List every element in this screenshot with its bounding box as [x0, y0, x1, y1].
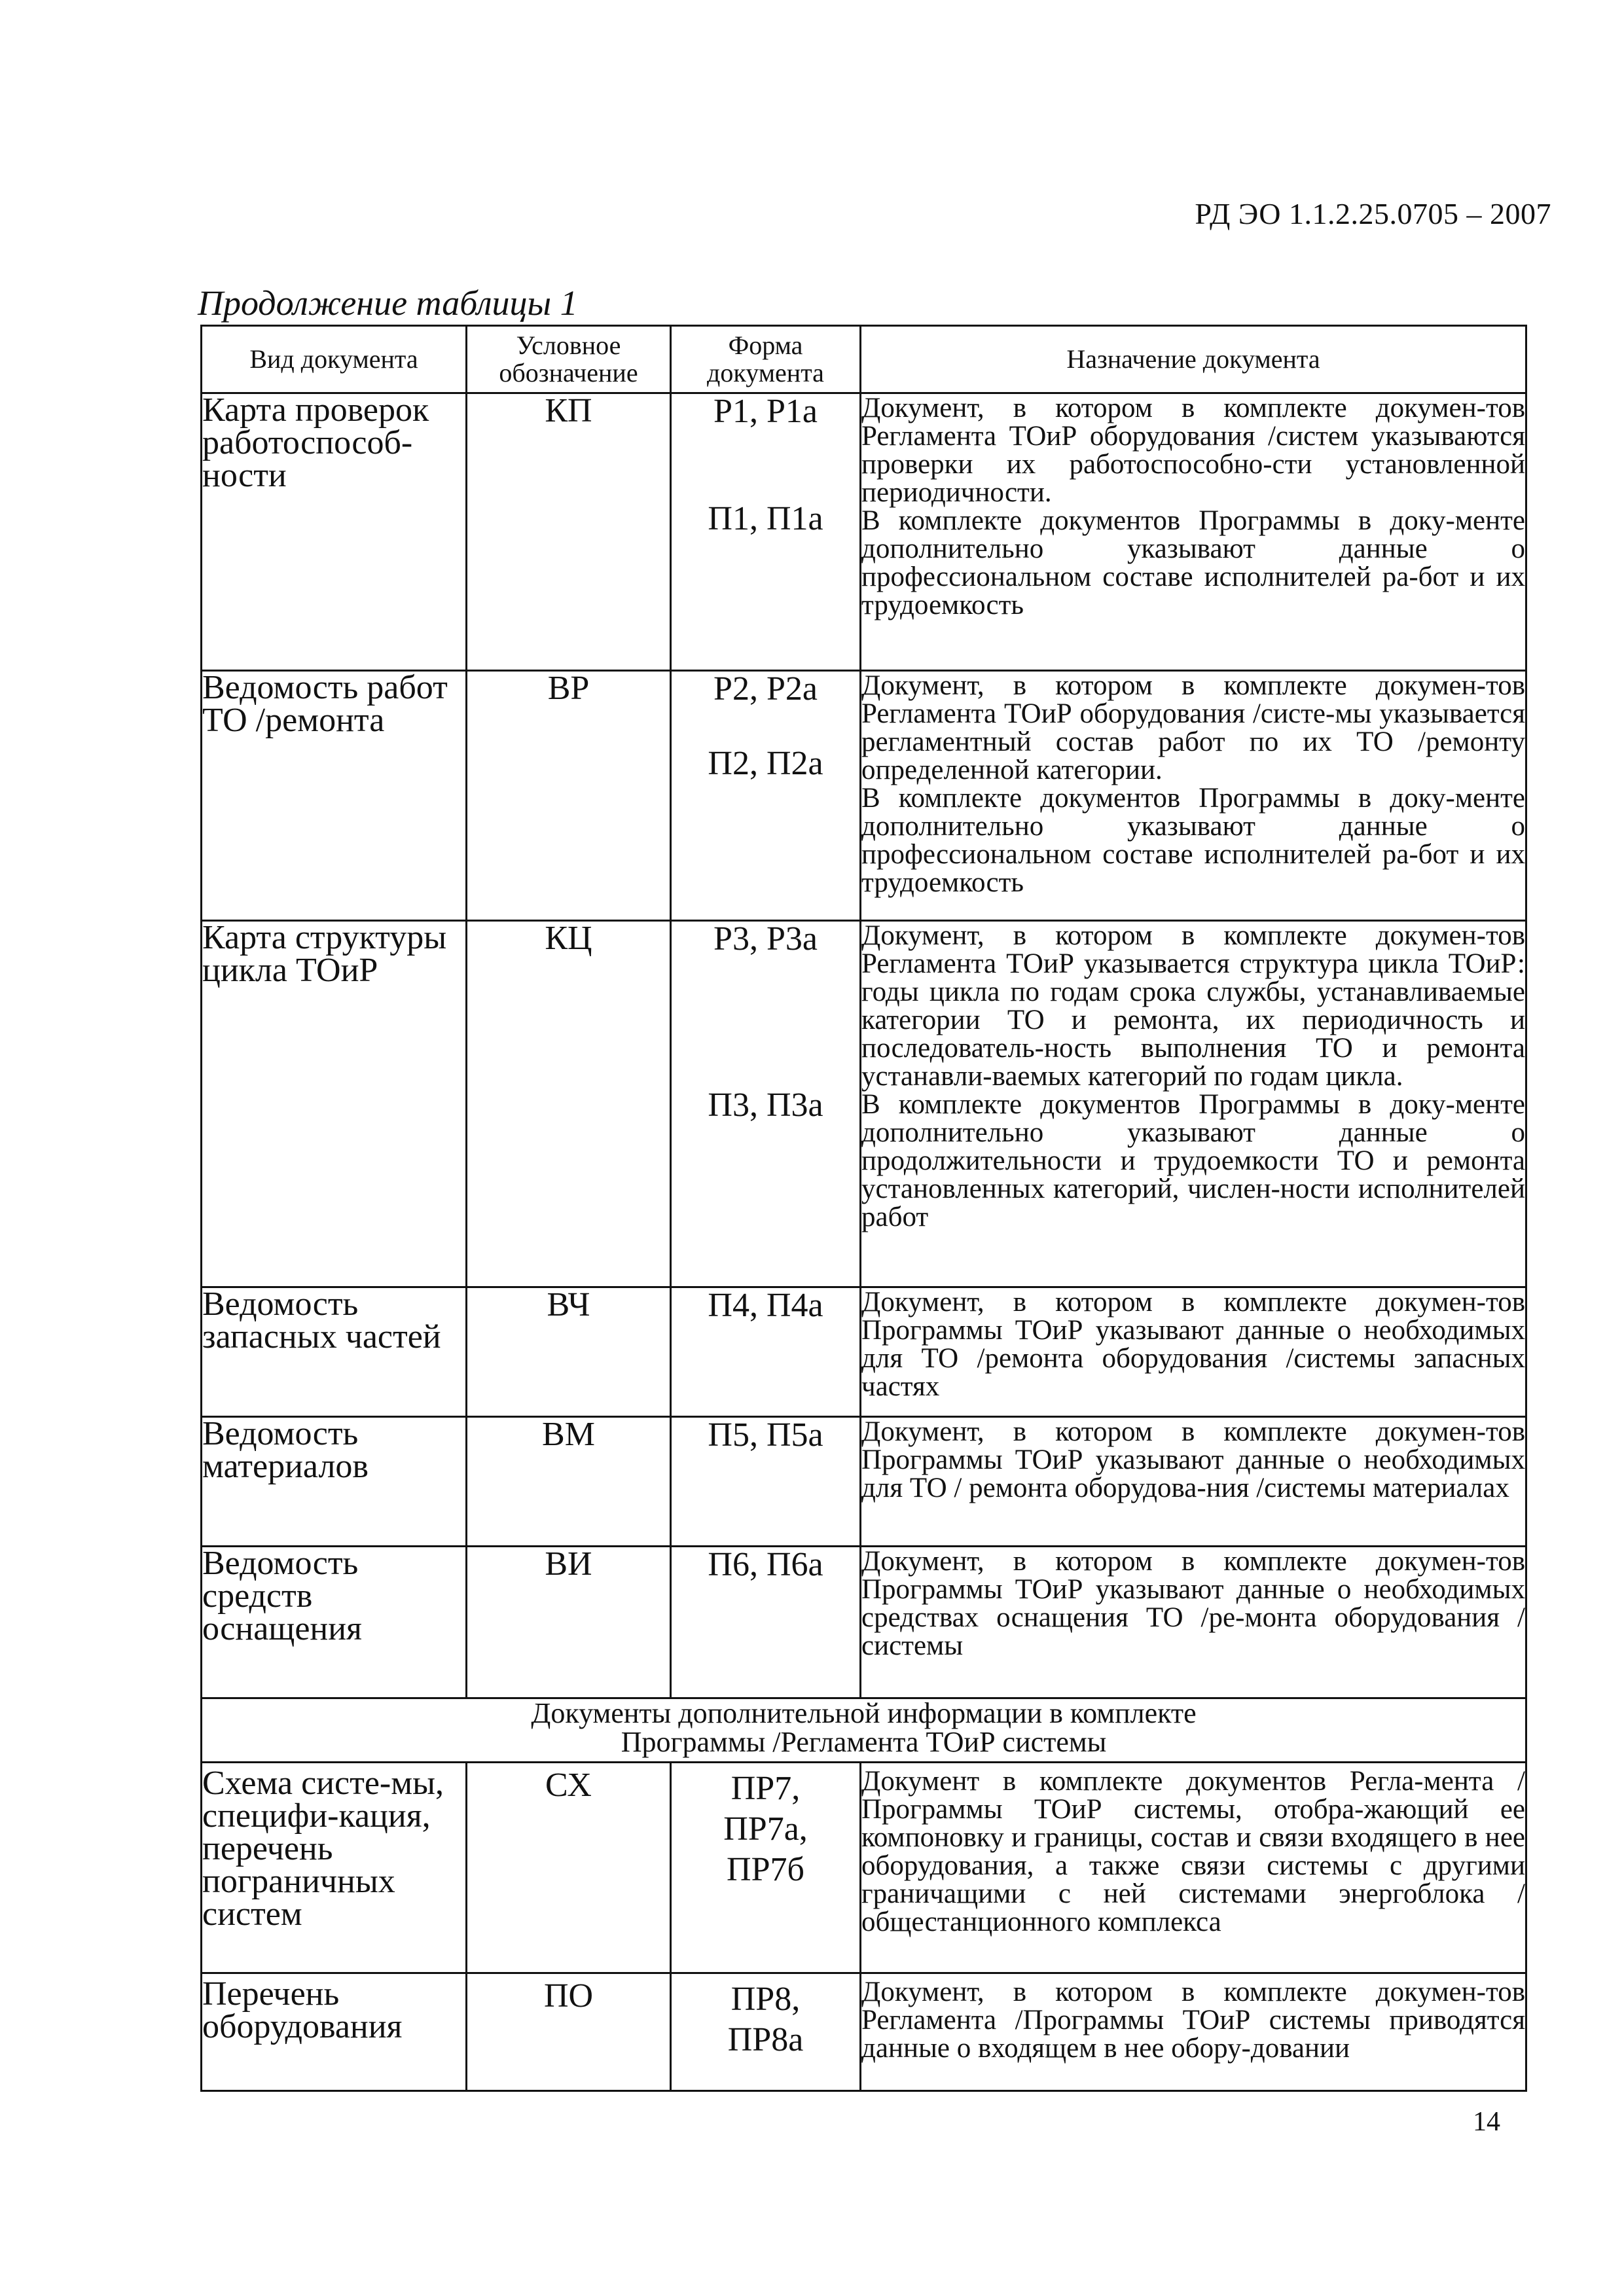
- document-code-cell: ВЧ: [467, 1287, 671, 1417]
- form-primary: Р2, Р2а: [713, 670, 818, 708]
- section-heading: [202, 1698, 1526, 1763]
- form-item: ПР7а,: [723, 1810, 808, 1848]
- form-primary: П5, П5а: [708, 1416, 823, 1454]
- document-purpose: Документ, в котором в комплекте докумен-тов Программы ТОиР указывают данные о необходимых для ТО /ремонта оборудования /системы запасных частях: [861, 1287, 1526, 1417]
- document-form: [671, 1763, 861, 1973]
- document-code-cell: ВР: [467, 671, 671, 921]
- form-primary: Р1, Р1а: [713, 393, 818, 430]
- form-primary: Р3, Р3а: [713, 920, 818, 958]
- column-header-kind: Вид документа: [202, 326, 467, 393]
- section-heading-text: Документы дополнительной информации в комплекте Программы /Регламента ТОиР системы: [531, 1697, 1197, 1758]
- table-row: [202, 1973, 1526, 2091]
- table-row: [202, 921, 1526, 1287]
- document-code-cell: ВМ: [467, 1417, 671, 1547]
- document-form: [671, 1417, 861, 1547]
- form-secondary: П3, П3а: [708, 1086, 823, 1124]
- document-purpose: Документ, в котором в комплекте докумен-тов Программы ТОиР указывают данные о необходимых средствах оснащения ТО /ре-монта оборудования /системы: [861, 1547, 1526, 1698]
- table-row: [202, 1287, 1526, 1417]
- document-purpose: Документ, в котором в комплекте докумен-тов Регламента ТОиР оборудования /систем указываются проверки их работоспособно-сти установленной периодичности. В комплекте документов Программы в доку-менте дополнительно указывают данные о профессиональном составе исполнителей ра-бот и их трудоемкость: [861, 393, 1526, 671]
- document-form: [671, 921, 861, 1287]
- page-number: 14: [1473, 2107, 1500, 2137]
- column-header-purpose: Назначение документа: [861, 326, 1526, 393]
- column-header-form: Форма документа: [671, 326, 861, 393]
- table-caption: Продолжение таблицы 1: [198, 283, 578, 323]
- document-purpose: Документ, в котором в комплекте докумен-тов Регламента ТОиР указывается структура цикла ТОиР: годы цикла по годам срока службы, устанавливаемые категории ТО и ремонта, их периодичность и последователь-ность выполнения ТО и ремонта устанавли-ваемых категорий по годам цикла. В комплекте документов Программы в доку-менте дополнительно указывают данные о продолжительности и трудоемкости ТО и ремонта установленных категорий, числен-ности исполнителей работ: [861, 921, 1526, 1287]
- form-item: ПР7б: [727, 1851, 804, 1888]
- documents-table: [200, 325, 1527, 2092]
- document-kind: Карта структуры цикла ТОиР: [202, 921, 467, 1287]
- document-purpose: Документ в комплекте документов Регла-мента /Программы ТОиР системы, отобра-жающий ее компоновку и границы, состав и связи входящего в нее оборудования, а также связи системы с другими граничащими с ней системами энергоблока / общестанционного комплекса: [861, 1763, 1526, 1973]
- document-kind: Ведомость запасных частей: [202, 1287, 467, 1417]
- table-row: [202, 393, 1526, 671]
- document-form: [671, 393, 861, 671]
- form-secondary: П2, П2а: [708, 745, 823, 782]
- form-item: ПР8,: [731, 1981, 801, 2018]
- document-code-cell: ВИ: [467, 1547, 671, 1698]
- document-kind: Перечень оборудования: [202, 1973, 467, 2091]
- document-code-cell: ПО: [467, 1973, 671, 2091]
- document-code-cell: КЦ: [467, 921, 671, 1287]
- table-row: [202, 1417, 1526, 1547]
- form-primary: П6, П6а: [708, 1546, 823, 1583]
- table-header-row: [202, 326, 1526, 393]
- column-header-code: Условное обозначение: [467, 326, 671, 393]
- document-form: [671, 671, 861, 921]
- document-code-cell: КП: [467, 393, 671, 671]
- document-form: [671, 1287, 861, 1417]
- document-kind: Карта проверок работоспособ-ности: [202, 393, 467, 671]
- table-row: [202, 1547, 1526, 1698]
- document-code: РД ЭО 1.1.2.25.0705 – 2007: [1195, 197, 1551, 230]
- document-purpose: Документ, в котором в комплекте докумен-тов Регламента ТОиР оборудования /систе-мы указывается регламентный состав работ по их ТО /ремонту определенной категории. В комплекте документов Программы в доку-менте дополнительно указывают данные о профессиональном составе исполнителей ра-бот и их трудоемкость: [861, 671, 1526, 921]
- form-item: ПР8а: [727, 2021, 804, 2058]
- section-heading-row: [202, 1698, 1526, 1763]
- form-item: ПР7,: [731, 1770, 801, 1807]
- document-kind: Схема систе-мы, специфи-кация, перечень пограничных систем: [202, 1763, 467, 1973]
- form-secondary: П1, П1а: [708, 500, 823, 537]
- document-kind: Ведомость материалов: [202, 1417, 467, 1547]
- table-row: [202, 671, 1526, 921]
- document-kind: Ведомость средств оснащения: [202, 1547, 467, 1698]
- table-row: [202, 1763, 1526, 1973]
- document-form: [671, 1973, 861, 2091]
- document-code-cell: СХ: [467, 1763, 671, 1973]
- document-form: [671, 1547, 861, 1698]
- form-primary: П4, П4а: [708, 1287, 823, 1324]
- document-purpose: Документ, в котором в комплекте докумен-тов Регламента /Программы ТОиР системы приводятся данные о входящем в нее обору-довании: [861, 1973, 1526, 2091]
- document-purpose: Документ, в котором в комплекте докумен-тов Программы ТОиР указывают данные о необходимых для ТО / ремонта оборудова-ния /системы материалах: [861, 1417, 1526, 1547]
- document-kind: Ведомость работ ТО /ремонта: [202, 671, 467, 921]
